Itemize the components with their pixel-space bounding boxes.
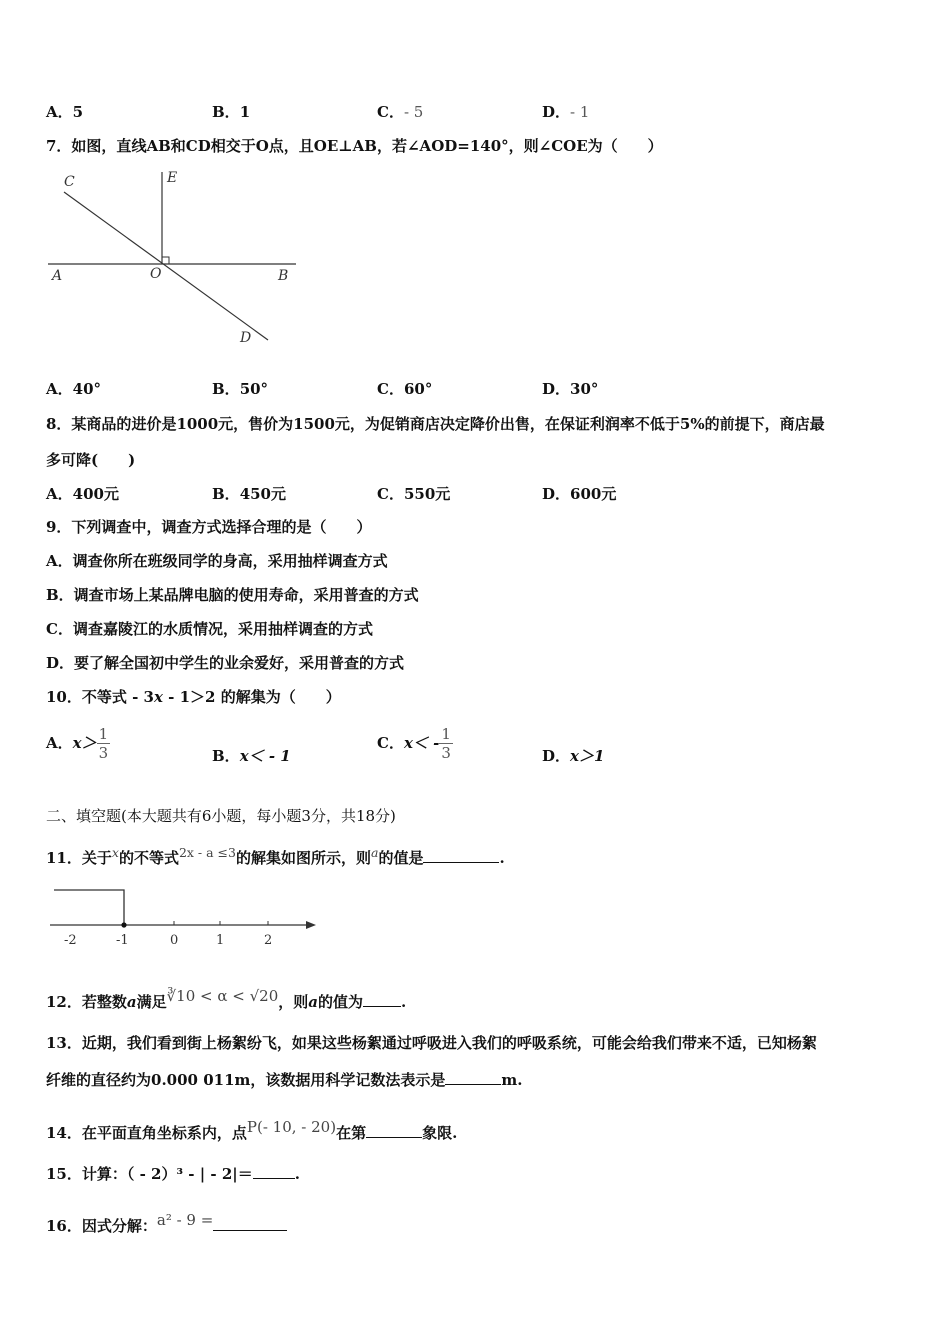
option-label: A． xyxy=(46,380,73,398)
q15-question xyxy=(46,1164,300,1184)
option-value: 1 xyxy=(239,103,251,121)
section-2-heading: 二、填空题(本大题共有6小题，每小题3分，共18分) xyxy=(46,807,396,825)
option-label: B． xyxy=(212,485,240,503)
q13-question-line2 xyxy=(46,1070,522,1090)
option-value: x＞1 xyxy=(570,747,605,765)
q8-option-c xyxy=(377,484,450,504)
label-d: D xyxy=(240,330,252,346)
text: . xyxy=(294,1165,300,1183)
label-a: A xyxy=(52,268,63,284)
line-cd xyxy=(64,192,268,340)
option-value: 40° xyxy=(72,380,102,398)
arrow-head xyxy=(306,921,316,929)
q13-question-line1: 13．近期，我们看到街上杨絮纷飞，如果这些杨絮通过呼吸进入我们的呼吸系统，可能会给我们带来不适，已知杨絮 xyxy=(46,1034,817,1052)
answer-blank[interactable] xyxy=(366,1123,422,1138)
q8-question-line1: 8．某商品的进价是1000元，售价为1500元，为促销商店决定降价出售，在保证利润率不低于5%的前提下，商店最 xyxy=(46,415,825,433)
text: ，则 xyxy=(278,993,309,1011)
option-value: x＜ - xyxy=(403,734,440,752)
fraction xyxy=(439,725,453,762)
tick-label: 2 xyxy=(264,933,273,948)
answer-blank[interactable] xyxy=(445,1070,501,1085)
text: 12．若整数 xyxy=(46,993,127,1011)
option-value: 50° xyxy=(239,380,269,398)
answer-blank[interactable] xyxy=(213,1216,287,1231)
q10-question xyxy=(46,687,341,707)
tick-label: 0 xyxy=(170,933,179,948)
text: 15．计算：（ - 2）³ - | - 2|＝ xyxy=(46,1165,253,1183)
label-b: B xyxy=(278,268,289,284)
q6-option-a xyxy=(46,102,83,122)
q8-option-b xyxy=(212,484,286,504)
option-label: A． xyxy=(46,103,73,121)
text: 在第 xyxy=(336,1124,367,1142)
text: m. xyxy=(501,1071,523,1089)
option-label: C． xyxy=(377,485,404,503)
text: . xyxy=(499,849,505,867)
q11-number-line xyxy=(40,880,330,950)
option-value: x＞ xyxy=(72,734,97,752)
text: 的值是 xyxy=(378,849,424,867)
q7-option-d xyxy=(542,379,598,399)
option-label: D． xyxy=(542,380,571,398)
q9-question: 9．下列调查中，调查方式选择合理的是（ ） xyxy=(46,518,372,536)
q7-option-a xyxy=(46,379,101,399)
option-label: A． xyxy=(46,485,73,503)
option-value: 550元 xyxy=(403,485,451,503)
numerator: 1 xyxy=(441,724,451,743)
q10-prefix: 10．不等式 - 3 xyxy=(46,688,154,706)
answer-blank[interactable] xyxy=(423,848,499,863)
right-angle-mark xyxy=(162,257,169,264)
q7-option-b xyxy=(212,379,268,399)
option-value: 400元 xyxy=(72,485,119,503)
math-expr: a² - 9 = xyxy=(156,1211,214,1229)
label-c: C xyxy=(64,174,75,190)
q14-question xyxy=(46,1117,457,1143)
option-value: 600元 xyxy=(570,485,617,503)
option-label: C． xyxy=(377,380,404,398)
q9-option-c: C．调查嘉陵江的水质情况，采用抽样调查的方式 xyxy=(46,620,373,638)
text: 的解集如图所示，则 xyxy=(235,849,371,867)
q16-question xyxy=(46,1210,287,1236)
option-label: D． xyxy=(542,103,571,121)
option-label: C． xyxy=(377,734,404,752)
q7-figure xyxy=(40,160,310,350)
q7-option-c xyxy=(377,379,432,399)
text: 纤维的直径约为0.000 011m，该数据用科学记数法表示是 xyxy=(46,1071,446,1089)
option-value: 30° xyxy=(570,380,599,398)
answer-blank[interactable] xyxy=(253,1164,295,1179)
label-e: E xyxy=(167,170,178,186)
answer-blank[interactable] xyxy=(363,992,401,1007)
q9-option-b: B．调查市场上某品牌电脑的使用寿命，采用普查的方式 xyxy=(46,586,419,604)
option-label: B． xyxy=(212,380,240,398)
option-label: A． xyxy=(46,734,73,752)
tick-label: -1 xyxy=(116,933,129,948)
q10-option-a xyxy=(46,722,110,764)
math-var: x xyxy=(111,845,119,860)
math-expr: 2x - a ≤3 xyxy=(178,845,236,860)
tick-label: -2 xyxy=(64,933,77,948)
endpoint-dot xyxy=(121,922,126,927)
math-var: a xyxy=(126,993,137,1011)
solution-bracket xyxy=(54,890,124,925)
option-label: D． xyxy=(542,485,571,503)
numerator: 1 xyxy=(98,724,109,743)
option-value: - 1 xyxy=(570,103,590,121)
text: 的不等式 xyxy=(118,849,179,867)
q10-option-c xyxy=(377,722,453,764)
text: 11．关于 xyxy=(46,849,112,867)
option-value: 5 xyxy=(72,103,84,121)
denominator: 3 xyxy=(98,743,109,762)
q8-option-a xyxy=(46,484,119,504)
q10-var: x xyxy=(153,688,163,706)
math-var: a xyxy=(371,845,379,860)
option-label: D． xyxy=(542,747,571,765)
fraction xyxy=(97,725,111,762)
q6-option-c xyxy=(377,102,423,122)
math-expr: P(- 10, - 20) xyxy=(246,1118,337,1136)
q11-question xyxy=(46,843,505,868)
option-value: 60° xyxy=(403,380,433,398)
option-value: - 5 xyxy=(403,103,424,121)
text: 象限. xyxy=(422,1124,458,1142)
q10-suffix: - 1＞2 的解集为（ ） xyxy=(162,688,341,706)
option-value: x＜ - 1 xyxy=(239,747,291,765)
option-label: B． xyxy=(212,747,240,765)
q10-option-d xyxy=(542,746,604,766)
q8-question-line2: 多可降( ) xyxy=(46,451,136,469)
option-value: 450元 xyxy=(239,485,286,503)
text: . xyxy=(401,993,407,1011)
label-o: O xyxy=(150,266,162,282)
q8-option-d xyxy=(542,484,616,504)
option-label: C． xyxy=(377,103,404,121)
text: 14．在平面直角坐标系内，点 xyxy=(46,1124,247,1142)
text: 满足 xyxy=(136,993,167,1011)
q12-question xyxy=(46,986,406,1012)
q10-option-b xyxy=(212,746,291,766)
text: 16．因式分解： xyxy=(46,1217,157,1235)
q9-option-a: A．调查你所在班级同学的身高，采用抽样调查方式 xyxy=(46,552,388,570)
denominator: 3 xyxy=(441,743,451,762)
q6-option-b xyxy=(212,102,250,122)
q7-question: 7．如图，直线AB和CD相交于O点，且OE⊥AB，若∠AOD=140°，则∠COE为（ ） xyxy=(46,137,663,155)
q6-option-d xyxy=(542,102,589,122)
math-expr: ∛10 < α < √20 xyxy=(166,987,279,1005)
tick-label: 1 xyxy=(216,933,225,948)
q9-option-d: D．要了解全国初中学生的业余爱好，采用普查的方式 xyxy=(46,654,405,672)
option-label: B． xyxy=(212,103,240,121)
text: 的值为 xyxy=(318,993,364,1011)
math-var: a xyxy=(308,993,319,1011)
